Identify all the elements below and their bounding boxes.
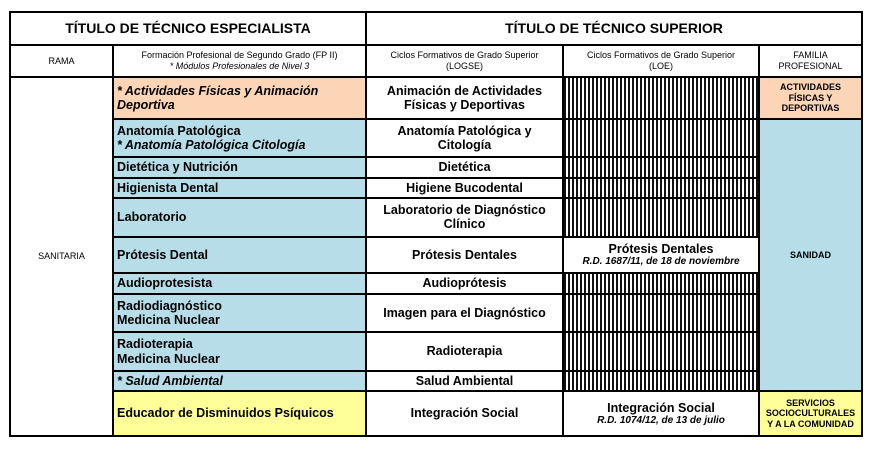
logse-cell: [366, 332, 563, 371]
fp2-cell: [113, 332, 366, 371]
subheader-fp2-note: * Módulos Profesionales de Nivel 3: [169, 60, 310, 71]
table-row: [10, 198, 862, 237]
logse-cell: [366, 157, 563, 177]
fp2-title: Educador de Disminuidos Psíquicos: [117, 406, 334, 421]
fp2-cell: [113, 119, 366, 158]
fp2-title: Radioterapia: [117, 337, 193, 352]
logse-title: Clínico: [443, 217, 486, 232]
logse-cell: [366, 119, 563, 158]
loe-title: Integración Social: [607, 400, 715, 415]
loe-decree: R.D. 1687/11, de 18 de noviembre: [582, 256, 740, 268]
logse-cell: [366, 391, 563, 436]
familia-servicios-line: SERVICIOS: [786, 398, 835, 409]
logse-title: Integración Social: [410, 406, 519, 421]
familia-servicios: [759, 391, 862, 436]
table-row: [10, 294, 862, 333]
table-row: [10, 178, 862, 198]
fp2-title: * Actividades Físicas y Animación Deportiva: [117, 83, 319, 112]
fp2-title: Dietética y Nutrición: [117, 160, 238, 175]
table-row: [10, 157, 862, 177]
loe-cell: [563, 237, 759, 274]
fp2-title: * Salud Ambiental: [117, 373, 223, 388]
fp2-cell: [113, 294, 366, 333]
header-tecnico-especialista: TÍTULO DE TÉCNICO ESPECIALISTA: [10, 12, 366, 45]
fp2-title: Medicina Nuclear: [117, 312, 220, 327]
subheader-loe: [563, 45, 759, 78]
logse-title: Salud Ambiental: [415, 373, 514, 388]
subheader-logse-title: Ciclos Formativos de Grado Superior: [390, 50, 539, 61]
logse-title: Anatomía Patológica y: [397, 123, 532, 138]
logse-title: Higiene Bucodental: [406, 180, 523, 195]
fp2-title: Anatomía Patológica: [117, 123, 241, 138]
fp2-cell: [113, 391, 366, 436]
subheader-fp2: [113, 45, 366, 78]
logse-title: Citología: [437, 138, 492, 153]
familia-actividades-line: ACTIVIDADES: [779, 82, 841, 93]
loe-title: Prótesis Dentales: [608, 242, 714, 257]
fp2-cell: [113, 371, 366, 391]
table-row: [10, 237, 862, 274]
fp2-title: Radiodiagnóstico: [117, 298, 222, 313]
header-tecnico-superior: TÍTULO DE TÉCNICO SUPERIOR: [366, 12, 862, 45]
loe-empty-hatched: [563, 273, 759, 293]
logse-title: Audioprótesis: [422, 276, 507, 291]
fp2-cell: [113, 178, 366, 198]
rama-sanitaria: SANITARIA: [10, 77, 113, 436]
subheader-loe-law: (LOE): [648, 60, 673, 71]
logse-title: Dietética: [438, 160, 491, 175]
subheader-familia: [759, 45, 862, 78]
fp2-title: Audioprotesista: [117, 276, 213, 291]
table-row: [10, 371, 862, 391]
equivalence-table: [9, 11, 863, 437]
table-row: [10, 391, 862, 436]
fp2-title: Laboratorio: [117, 210, 187, 225]
fp2-cell: [113, 237, 366, 274]
table-row: [10, 77, 862, 119]
table-row: [10, 332, 862, 371]
familia-actividades-line: FÍSICAS Y: [788, 92, 833, 103]
logse-title: Físicas y Deportivas: [404, 97, 525, 112]
logse-title: Prótesis Dentales: [412, 247, 517, 262]
familia-sanidad: SANIDAD: [759, 119, 862, 391]
fp2-title: Prótesis Dental: [117, 247, 209, 262]
loe-empty-hatched: [563, 77, 759, 119]
loe-cell: [563, 391, 759, 436]
logse-cell: [366, 237, 563, 274]
loe-empty-hatched: [563, 198, 759, 237]
logse-title: Animación de Actividades: [386, 83, 543, 98]
logse-cell: [366, 178, 563, 198]
fp2-cell: [113, 77, 366, 119]
loe-empty-hatched: [563, 294, 759, 333]
logse-title: Radioterapia: [426, 344, 503, 359]
loe-decree: R.D. 1074/12, de 13 de julio: [597, 415, 725, 427]
loe-empty-hatched: [563, 157, 759, 177]
familia-actividades: [759, 77, 862, 119]
logse-title: Imagen para el Diagnóstico: [383, 305, 546, 320]
fp2-cell: [113, 157, 366, 177]
fp2-title: * Anatomía Patológica Citología: [117, 138, 306, 153]
subheader-logse: [366, 45, 563, 78]
subheader-familia-line1: FAMILIA: [793, 50, 828, 61]
logse-cell: [366, 77, 563, 119]
logse-cell: [366, 198, 563, 237]
familia-servicios-line: Y A LA COMUNIDAD: [767, 418, 854, 429]
loe-empty-hatched: [563, 119, 759, 158]
logse-cell: [366, 294, 563, 333]
logse-cell: [366, 371, 563, 391]
logse-title: Laboratorio de Diagnóstico: [383, 202, 546, 217]
logse-cell: [366, 273, 563, 293]
fp2-cell: [113, 198, 366, 237]
loe-empty-hatched: [563, 332, 759, 371]
familia-actividades-line: DEPORTIVAS: [781, 103, 840, 114]
subheader-familia-line2: PROFESIONAL: [778, 60, 843, 71]
fp2-title: Higienista Dental: [117, 180, 219, 195]
subheader-fp2-title: Formación Profesional de Segundo Grado (FP II): [141, 50, 338, 61]
table-row: [10, 119, 862, 158]
familia-servicios-line: SOCIOCULTURALES: [765, 408, 856, 419]
fp2-title: Medicina Nuclear: [117, 351, 220, 366]
fp2-cell: [113, 273, 366, 293]
table-row: [10, 273, 862, 293]
loe-empty-hatched: [563, 371, 759, 391]
loe-empty-hatched: [563, 178, 759, 198]
subheader-rama: RAMA: [10, 45, 113, 78]
subheader-loe-title: Ciclos Formativos de Grado Superior: [586, 50, 736, 61]
subheader-logse-law: (LOGSE): [445, 60, 483, 71]
